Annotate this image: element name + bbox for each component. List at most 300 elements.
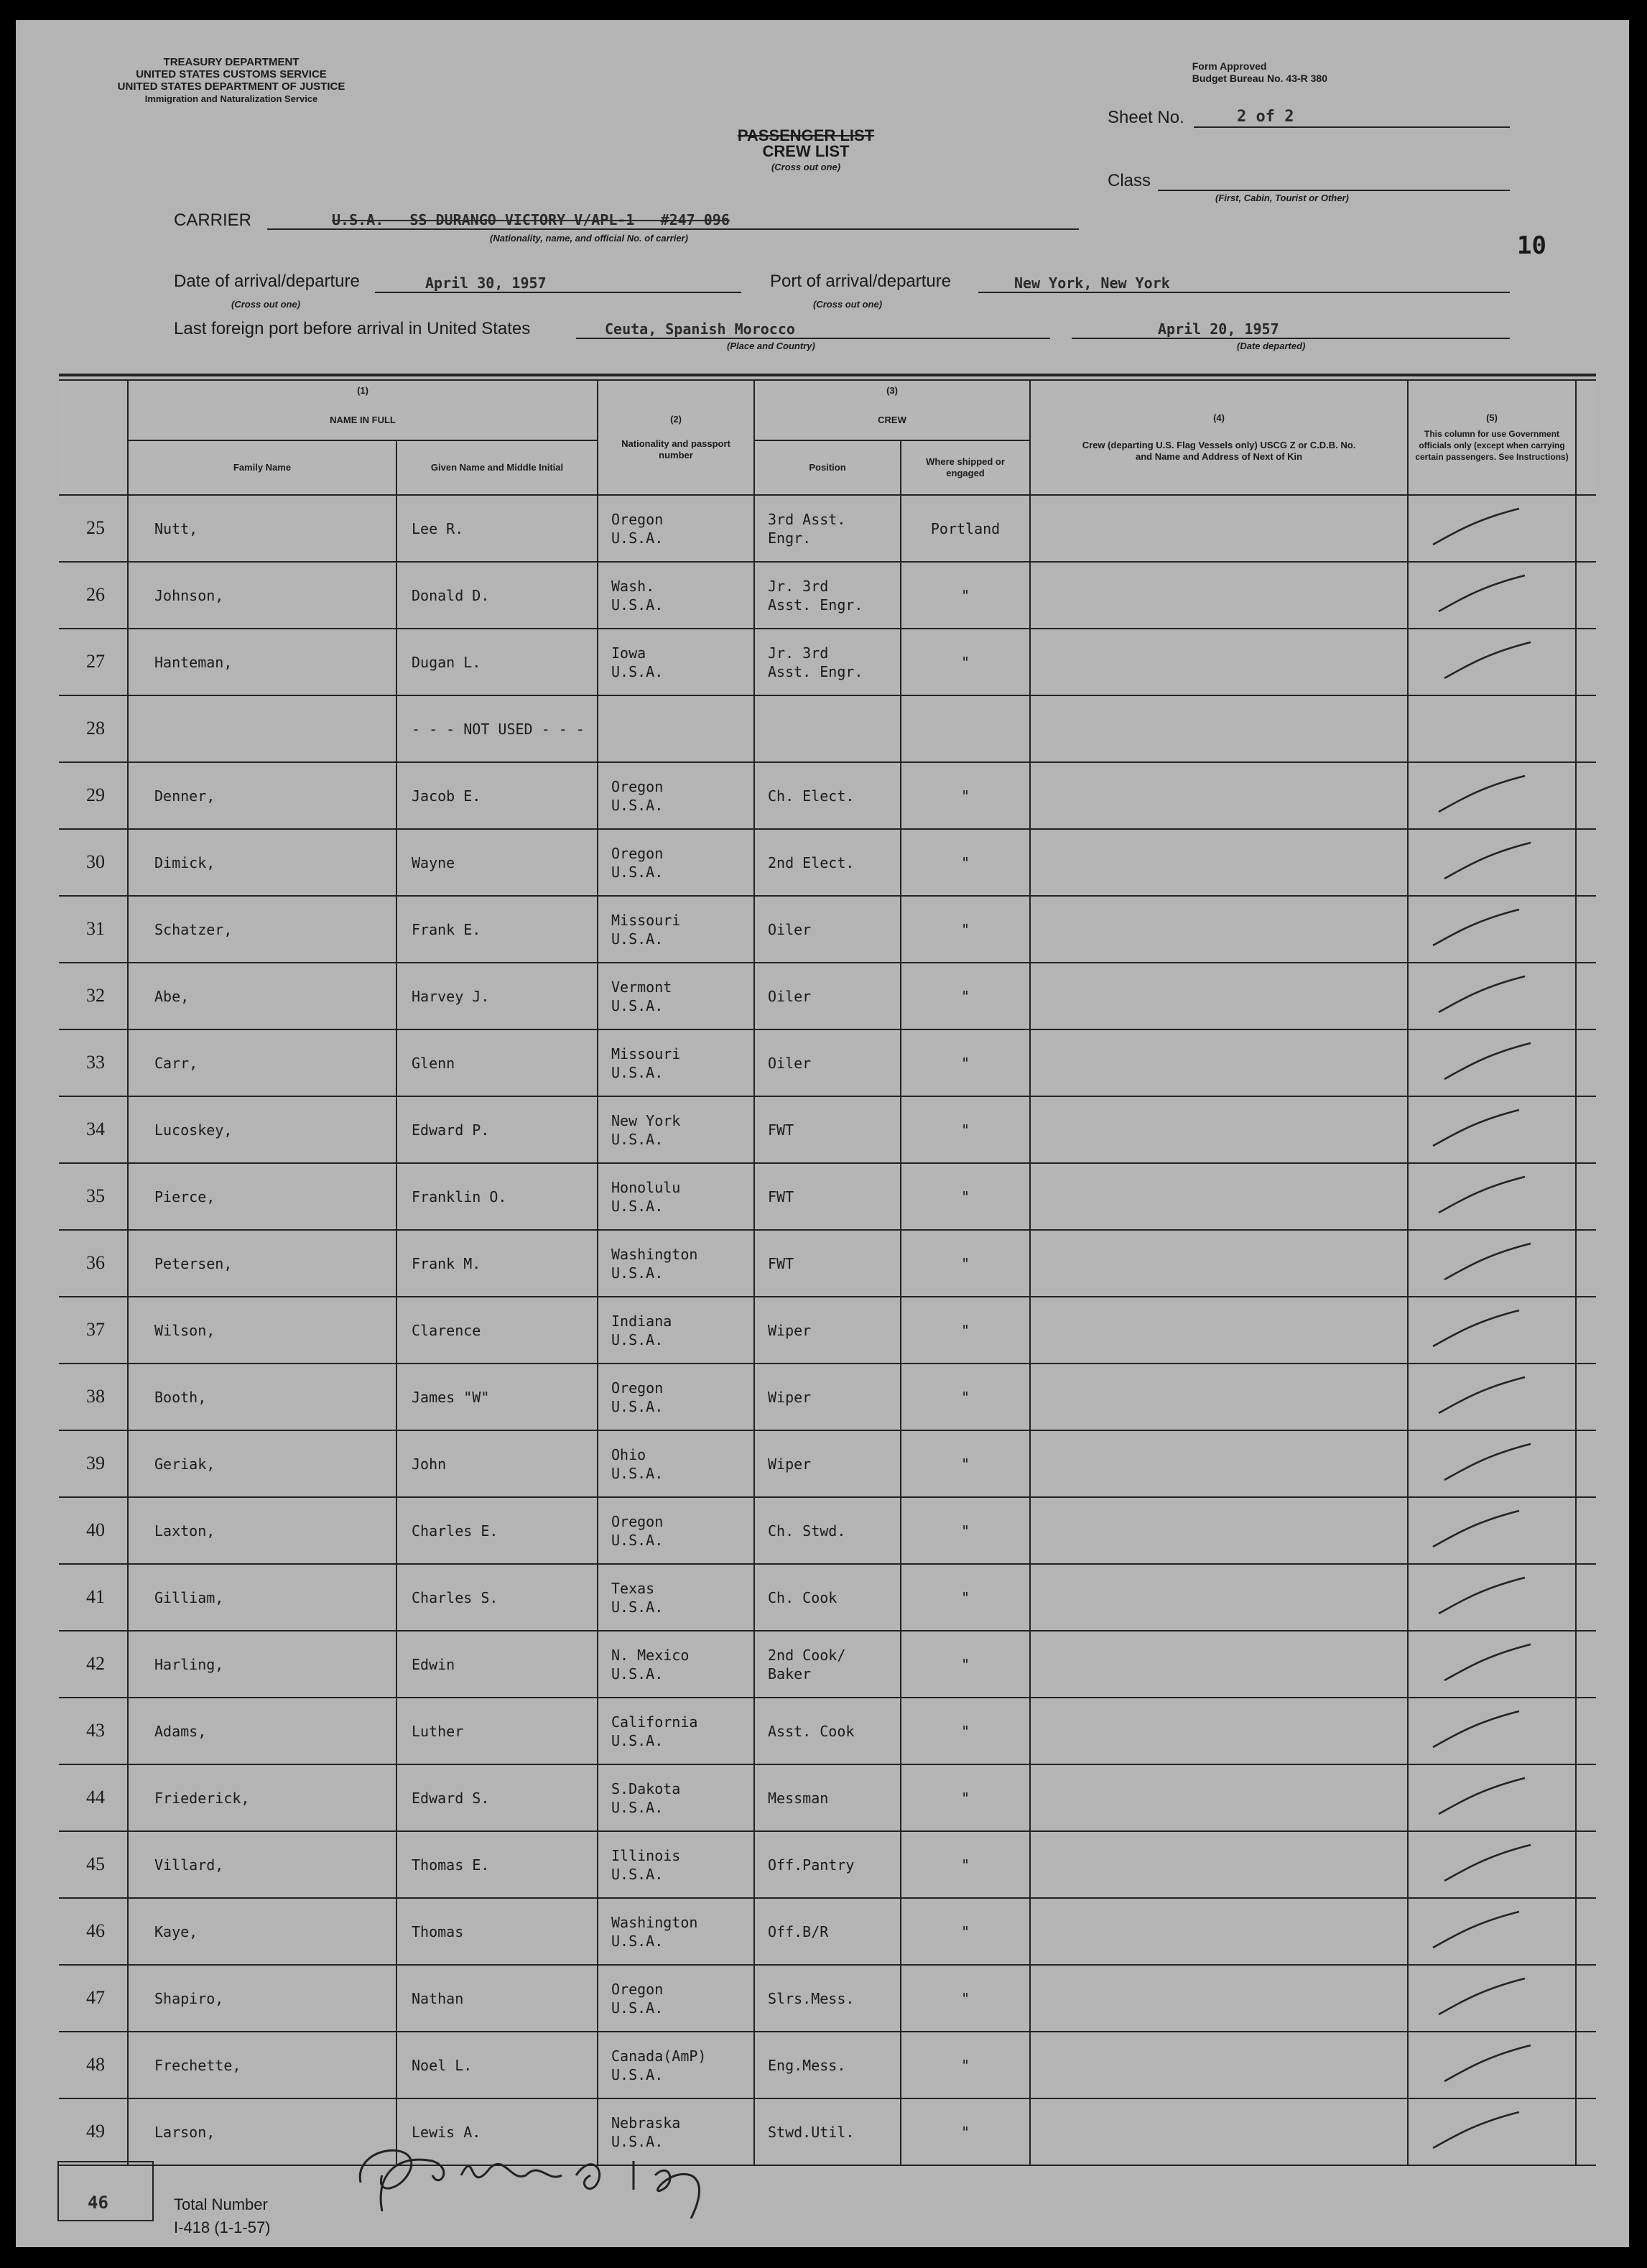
check-stroke [1433,1310,1519,1346]
next-of-kin-cell [1030,1831,1408,1898]
family-name: Harling, [128,1631,396,1698]
next-of-kin-cell [1030,695,1408,762]
check-mark [1430,1107,1523,1150]
check-stroke [1444,1644,1531,1680]
class-underline [1158,190,1510,191]
nationality: Oregon [611,777,664,795]
position: Oiler [768,987,812,1005]
next-of-kin-cell [1030,2098,1408,2165]
where-shipped: " [901,1297,1030,1364]
nationality-cell [598,1364,754,1430]
family-name: Hanteman, [128,629,396,695]
col5-num: (5) [1486,412,1498,423]
check-mark [1442,840,1535,883]
row-number: 39 [86,1453,105,1473]
next-of-kin-cell [1030,963,1408,1029]
nationality-cell [598,896,754,963]
where-shipped: " [901,1898,1030,1965]
family-name: Lucoskey, [128,1096,396,1163]
margin-cell [1576,1163,1596,1230]
form-footer [174,2193,271,2239]
official-use-cell [1408,629,1576,695]
check-mark [1430,1708,1523,1751]
check-stroke [1439,1177,1525,1213]
row-number: 26 [86,584,105,605]
check-mark [1442,1642,1535,1685]
check-stroke [1444,1845,1531,1881]
position-cell [754,829,901,896]
margin-cell [1576,629,1596,695]
check-stroke [1433,1912,1519,1948]
family-name: Abe, [128,963,396,1029]
carrier-value: U.S.A. SS DURANGO VICTORY V/APL-1 #247 096 [332,211,730,228]
position: 3rd Asst. [768,510,846,528]
where-shipped: " [901,1764,1030,1831]
family-name: Petersen, [128,1230,396,1297]
position: Oiler [768,1054,812,1072]
col2-header [598,380,754,495]
last-port-caption: (Place and Country) [727,341,815,351]
nationality-cell [598,829,754,896]
nationality: Oregon [611,1379,664,1397]
margin-cell [1576,1096,1596,1163]
family-name: Nutt, [128,495,396,562]
where-shipped [901,695,1030,762]
check-mark [1442,1441,1535,1484]
col4-header [1030,380,1408,495]
carrier-label: CARRIER [174,210,252,230]
passport-country: U.S.A. [611,2065,664,2083]
family-name: Laxton, [128,1497,396,1564]
margin-cell [1576,1297,1596,1364]
position: Ch. Cook [768,1588,838,1606]
table-row [59,1764,1596,1831]
signature-stroke [360,2150,699,2218]
passport-country: U.S.A. [611,1264,664,1282]
table-row [59,1096,1596,1163]
official-use-cell [1408,1564,1576,1631]
sheet-underline [1194,126,1510,128]
nationality: Missouri [611,1045,681,1063]
next-of-kin-cell [1030,1965,1408,2032]
date-underline [375,292,741,293]
position-cell [754,1029,901,1096]
position-cell [754,1831,901,1898]
nationality-cell [598,963,754,1029]
table-row [59,562,1596,629]
nationality: Nebraska [611,2114,681,2132]
position-cell [754,1096,901,1163]
row-number-cell [59,1029,128,1096]
passport-country: U.S.A. [611,1063,664,1081]
family-name: Booth, [128,1364,396,1430]
check-mark [1430,1508,1523,1551]
position: Slrs.Mess. [768,1989,855,2007]
check-mark [1430,506,1523,549]
row-number-cell [59,1230,128,1297]
position-cell [754,762,901,829]
row-number-cell [59,1430,128,1497]
table-row [59,1430,1596,1497]
where-shipped: " [901,1430,1030,1497]
col5-header [1408,380,1576,495]
official-use-cell [1408,963,1576,1029]
next-of-kin-cell [1030,1631,1408,1698]
nationality-cell [598,1831,754,1898]
official-use-cell [1408,1631,1576,1698]
class-label: Class [1108,171,1151,190]
row-number: 41 [86,1586,105,1607]
official-use-cell [1408,2032,1576,2098]
check-mark [1442,639,1535,682]
position-cell [754,1364,901,1430]
last-port-label: Last foreign port before arrival in United States [174,319,531,338]
where-shipped: " [901,1831,1030,1898]
family-name: Gilliam, [128,1564,396,1631]
row-number: 28 [86,718,105,739]
page-number: 10 [1517,231,1546,260]
given-name: James "W" [396,1364,598,1430]
official-use-cell [1408,1698,1576,1764]
row-number-cell [59,2098,128,2165]
col4-num: (4) [1213,412,1225,423]
table-row [59,695,1596,762]
row-number-cell [59,1163,128,1230]
position: Oiler [768,920,812,938]
official-use-cell [1408,829,1576,896]
last-port-underline [576,338,1050,339]
check-stroke [1444,843,1531,879]
margin-cell [1576,1497,1596,1564]
passport-country: U.S.A. [611,863,664,881]
row-number: 46 [86,1920,105,1941]
official-use-cell [1408,1430,1576,1497]
agency-line: TREASURY DEPARTMENT [163,56,300,68]
nationality-cell [598,1965,754,2032]
given-name: Harvey J. [396,963,598,1029]
passport-country: U.S.A. [611,1531,664,1549]
form-approval [1192,60,1327,85]
next-of-kin-cell [1030,1430,1408,1497]
position: FWT [768,1121,794,1139]
next-of-kin-cell [1030,762,1408,829]
nationality-cell [598,1564,754,1631]
where-shipped: " [901,1096,1030,1163]
family-name: Kaye, [128,1898,396,1965]
position-cell [754,2032,901,2098]
position: Off.Pantry [768,1856,855,1874]
passport-country: U.S.A. [611,796,664,814]
official-use-cell [1408,2098,1576,2165]
given-name: Charles S. [396,1564,598,1631]
row-number: 27 [86,651,105,672]
nationality: Honolulu [611,1178,681,1196]
where-shipped: " [901,896,1030,963]
margin-cell [1576,1364,1596,1430]
row-number: 35 [86,1185,105,1206]
table-row [59,896,1596,963]
nationality-cell [598,562,754,629]
next-of-kin-cell [1030,1898,1408,1965]
check-mark [1430,907,1523,950]
where-shipped: " [901,1230,1030,1297]
nationality-cell [598,1297,754,1364]
check-stroke [1444,1444,1531,1480]
where-shipped: " [901,629,1030,695]
next-of-kin-cell [1030,1163,1408,1230]
family-name: Pierce, [128,1163,396,1230]
next-of-kin-cell [1030,1764,1408,1831]
port-underline [978,292,1510,293]
family-name: Dimick, [128,829,396,896]
table-row [59,1831,1596,1898]
check-mark [1442,2042,1535,2086]
next-of-kin-cell [1030,1698,1408,1764]
margin-cell [1576,1230,1596,1297]
where-shipped: " [901,2098,1030,2165]
nationality: Missouri [611,911,681,929]
nationality: Oregon [611,510,664,528]
row-number-cell [59,762,128,829]
given-name: Franklin O. [396,1163,598,1230]
check-mark [1436,973,1529,1017]
passport-country: U.S.A. [611,1397,664,1415]
given-name: Frank M. [396,1230,598,1297]
check-stroke [1439,575,1525,611]
date-departed-caption: (Date departed) [1237,341,1306,351]
position: FWT [768,1188,794,1205]
col2-title: Nationality and passport number [621,438,730,460]
official-use-cell [1408,896,1576,963]
col3-num: (3) [754,380,1030,400]
margin-cell [1576,1430,1596,1497]
nationality: Washington [611,1245,698,1263]
margin-cell [1576,495,1596,562]
next-of-kin-cell [1030,1564,1408,1631]
cross-out-caption: (Cross out one) [771,162,841,172]
given-name: Noel L. [396,2032,598,2098]
margin-cell [1576,1764,1596,1831]
row-number-cell [59,1698,128,1764]
table-row [59,1163,1596,1230]
given-name-header: Given Name and Middle Initial [396,440,598,495]
check-stroke [1439,1377,1525,1413]
check-mark [1442,1040,1535,1083]
margin-cell [1576,896,1596,963]
position-cell [754,1898,901,1965]
position: 2nd Elect. [768,853,855,871]
margin-cell [1576,829,1596,896]
check-stroke [1433,1511,1519,1547]
total-number-box [57,2161,154,2221]
margin-cell [1576,1029,1596,1096]
row-number-cell [59,963,128,1029]
position-cell [754,1297,901,1364]
row-number-cell [59,1497,128,1564]
check-stroke [1439,976,1525,1012]
margin-cell [1576,1831,1596,1898]
position-cell [754,1230,901,1297]
passport-country: U.S.A. [611,1798,664,1816]
row-number-cell [59,1831,128,1898]
where-shipped: " [901,762,1030,829]
col5-title: This column for use Government officials only (except when carrying certain passengers. See Instructions) [1415,429,1569,462]
row-number-cell [59,1898,128,1965]
where-shipped: " [901,1364,1030,1430]
inspector-signature [332,2132,763,2233]
carrier-underline [267,228,1079,230]
passport-country: U.S.A. [611,1999,664,2017]
nationality-cell [598,1698,754,1764]
check-mark [1436,1575,1529,1618]
table-row [59,963,1596,1029]
passport-country: U.S.A. [611,1598,664,1616]
family-name: Villard, [128,1831,396,1898]
class-caption: (First, Cabin, Tourist or Other) [1215,193,1349,203]
port-label: Port of arrival/departure [770,272,952,291]
nationality: Iowa [611,644,646,662]
col1-num: (1) [128,380,598,400]
given-name: - - - NOT USED - - - [396,695,598,762]
given-name: Lee R. [396,495,598,562]
next-of-kin-cell [1030,1029,1408,1096]
passport-country: U.S.A. [611,930,664,948]
passport-country: U.S.A. [611,596,664,614]
crew-list-label: CREW LIST [762,142,850,160]
next-of-kin-cell [1030,562,1408,629]
row-number-cell [59,2032,128,2098]
position: Messman [768,1789,829,1807]
nationality: Vermont [611,978,672,996]
family-name: Adams, [128,1698,396,1764]
row-number: 43 [86,1720,105,1741]
position-cell [754,1564,901,1631]
where-shipped: " [901,1631,1030,1698]
table-row [59,762,1596,829]
row-number: 34 [86,1119,105,1139]
table-row [59,1364,1596,1430]
agency-line: UNITED STATES DEPARTMENT OF JUSTICE [117,80,345,93]
official-use-cell [1408,1163,1576,1230]
table-top-rule [59,374,1596,376]
where-shipped: " [901,562,1030,629]
family-name: Johnson, [128,562,396,629]
family-name: Wilson, [128,1297,396,1364]
sheet-label: Sheet No. [1108,108,1184,127]
check-stroke [1439,1778,1525,1814]
official-use-cell [1408,562,1576,629]
check-mark [1436,1775,1529,1818]
row-number: 33 [86,1052,105,1073]
given-name: Frank E. [396,896,598,963]
check-stroke [1444,1043,1531,1079]
row-number-cell [59,1297,128,1364]
margin-cell [1576,1564,1596,1631]
margin-cell [1576,1898,1596,1965]
check-stroke [1433,1711,1519,1747]
crew-list-form [16,20,1629,2247]
nationality: California [611,1713,698,1731]
check-mark [1442,1842,1535,1885]
position-cell [754,1965,901,2032]
agency-header [45,56,418,105]
family-name: Shapiro, [128,1965,396,2032]
nationality: Oregon [611,1512,664,1530]
passport-country: U.S.A. [611,1197,664,1215]
col1-title: NAME IN FULL [128,400,598,440]
form-id: I-418 (1-1-57) [174,2218,271,2236]
position-cont: Engr. [768,529,812,547]
check-stroke [1433,2112,1519,2148]
position-cell [754,1497,901,1564]
last-port-value: Ceuta, Spanish Morocco [605,320,795,338]
given-name: Edwin [396,1631,598,1698]
date-departed-value: April 20, 1957 [1158,320,1279,338]
nationality-cell [598,1096,754,1163]
nationality: Oregon [611,1980,664,1998]
next-of-kin-cell [1030,629,1408,695]
check-stroke [1439,776,1525,812]
given-name: Dugan L. [396,629,598,695]
date-departed-underline [1072,338,1510,339]
margin-cell [1576,1965,1596,2032]
nationality: Ohio [611,1445,646,1463]
nationality: New York [611,1111,681,1129]
form-approved-text: Form Approved [1192,60,1267,72]
position: Wiper [768,1388,812,1406]
given-name: Nathan [396,1965,598,2032]
position-cont: Asst. Engr. [768,596,863,614]
list-type-title [662,128,950,175]
nationality-cell [598,695,754,762]
margin-cell [1576,695,1596,762]
position-cell [754,1163,901,1230]
table-row [59,829,1596,896]
position-cell [754,695,901,762]
row-number-cell [59,562,128,629]
passport-country: U.S.A. [611,1330,664,1348]
official-use-cell [1408,1230,1576,1297]
position: Wiper [768,1455,812,1473]
row-number: 44 [86,1787,105,1808]
date-value: April 30, 1957 [425,274,547,292]
given-name: Edward S. [396,1764,598,1831]
next-of-kin-cell [1030,1096,1408,1163]
position: Eng.Mess. [768,2056,846,2074]
nationality-cell [598,1898,754,1965]
nationality: Texas [611,1579,655,1597]
margin-cell [1576,2098,1596,2165]
passport-country: U.S.A. [611,662,664,680]
check-stroke [1433,909,1519,945]
where-shipped-header: Where shipped or engaged [901,440,1030,495]
check-mark [1430,1909,1523,1952]
margin-cell [1576,1631,1596,1698]
nationality: Oregon [611,844,664,862]
where-shipped: " [901,1029,1030,1096]
passport-country: U.S.A. [611,1731,664,1749]
next-of-kin-cell [1030,2032,1408,2098]
where-shipped: " [901,1564,1030,1631]
next-of-kin-cell [1030,1297,1408,1364]
where-shipped: " [901,829,1030,896]
where-shipped: " [901,1497,1030,1564]
row-number-cell [59,1965,128,2032]
position-header: Position [754,440,901,495]
where-shipped: " [901,963,1030,1029]
passport-country: U.S.A. [611,1464,664,1482]
nationality: Canada(AmP) [611,2047,707,2065]
